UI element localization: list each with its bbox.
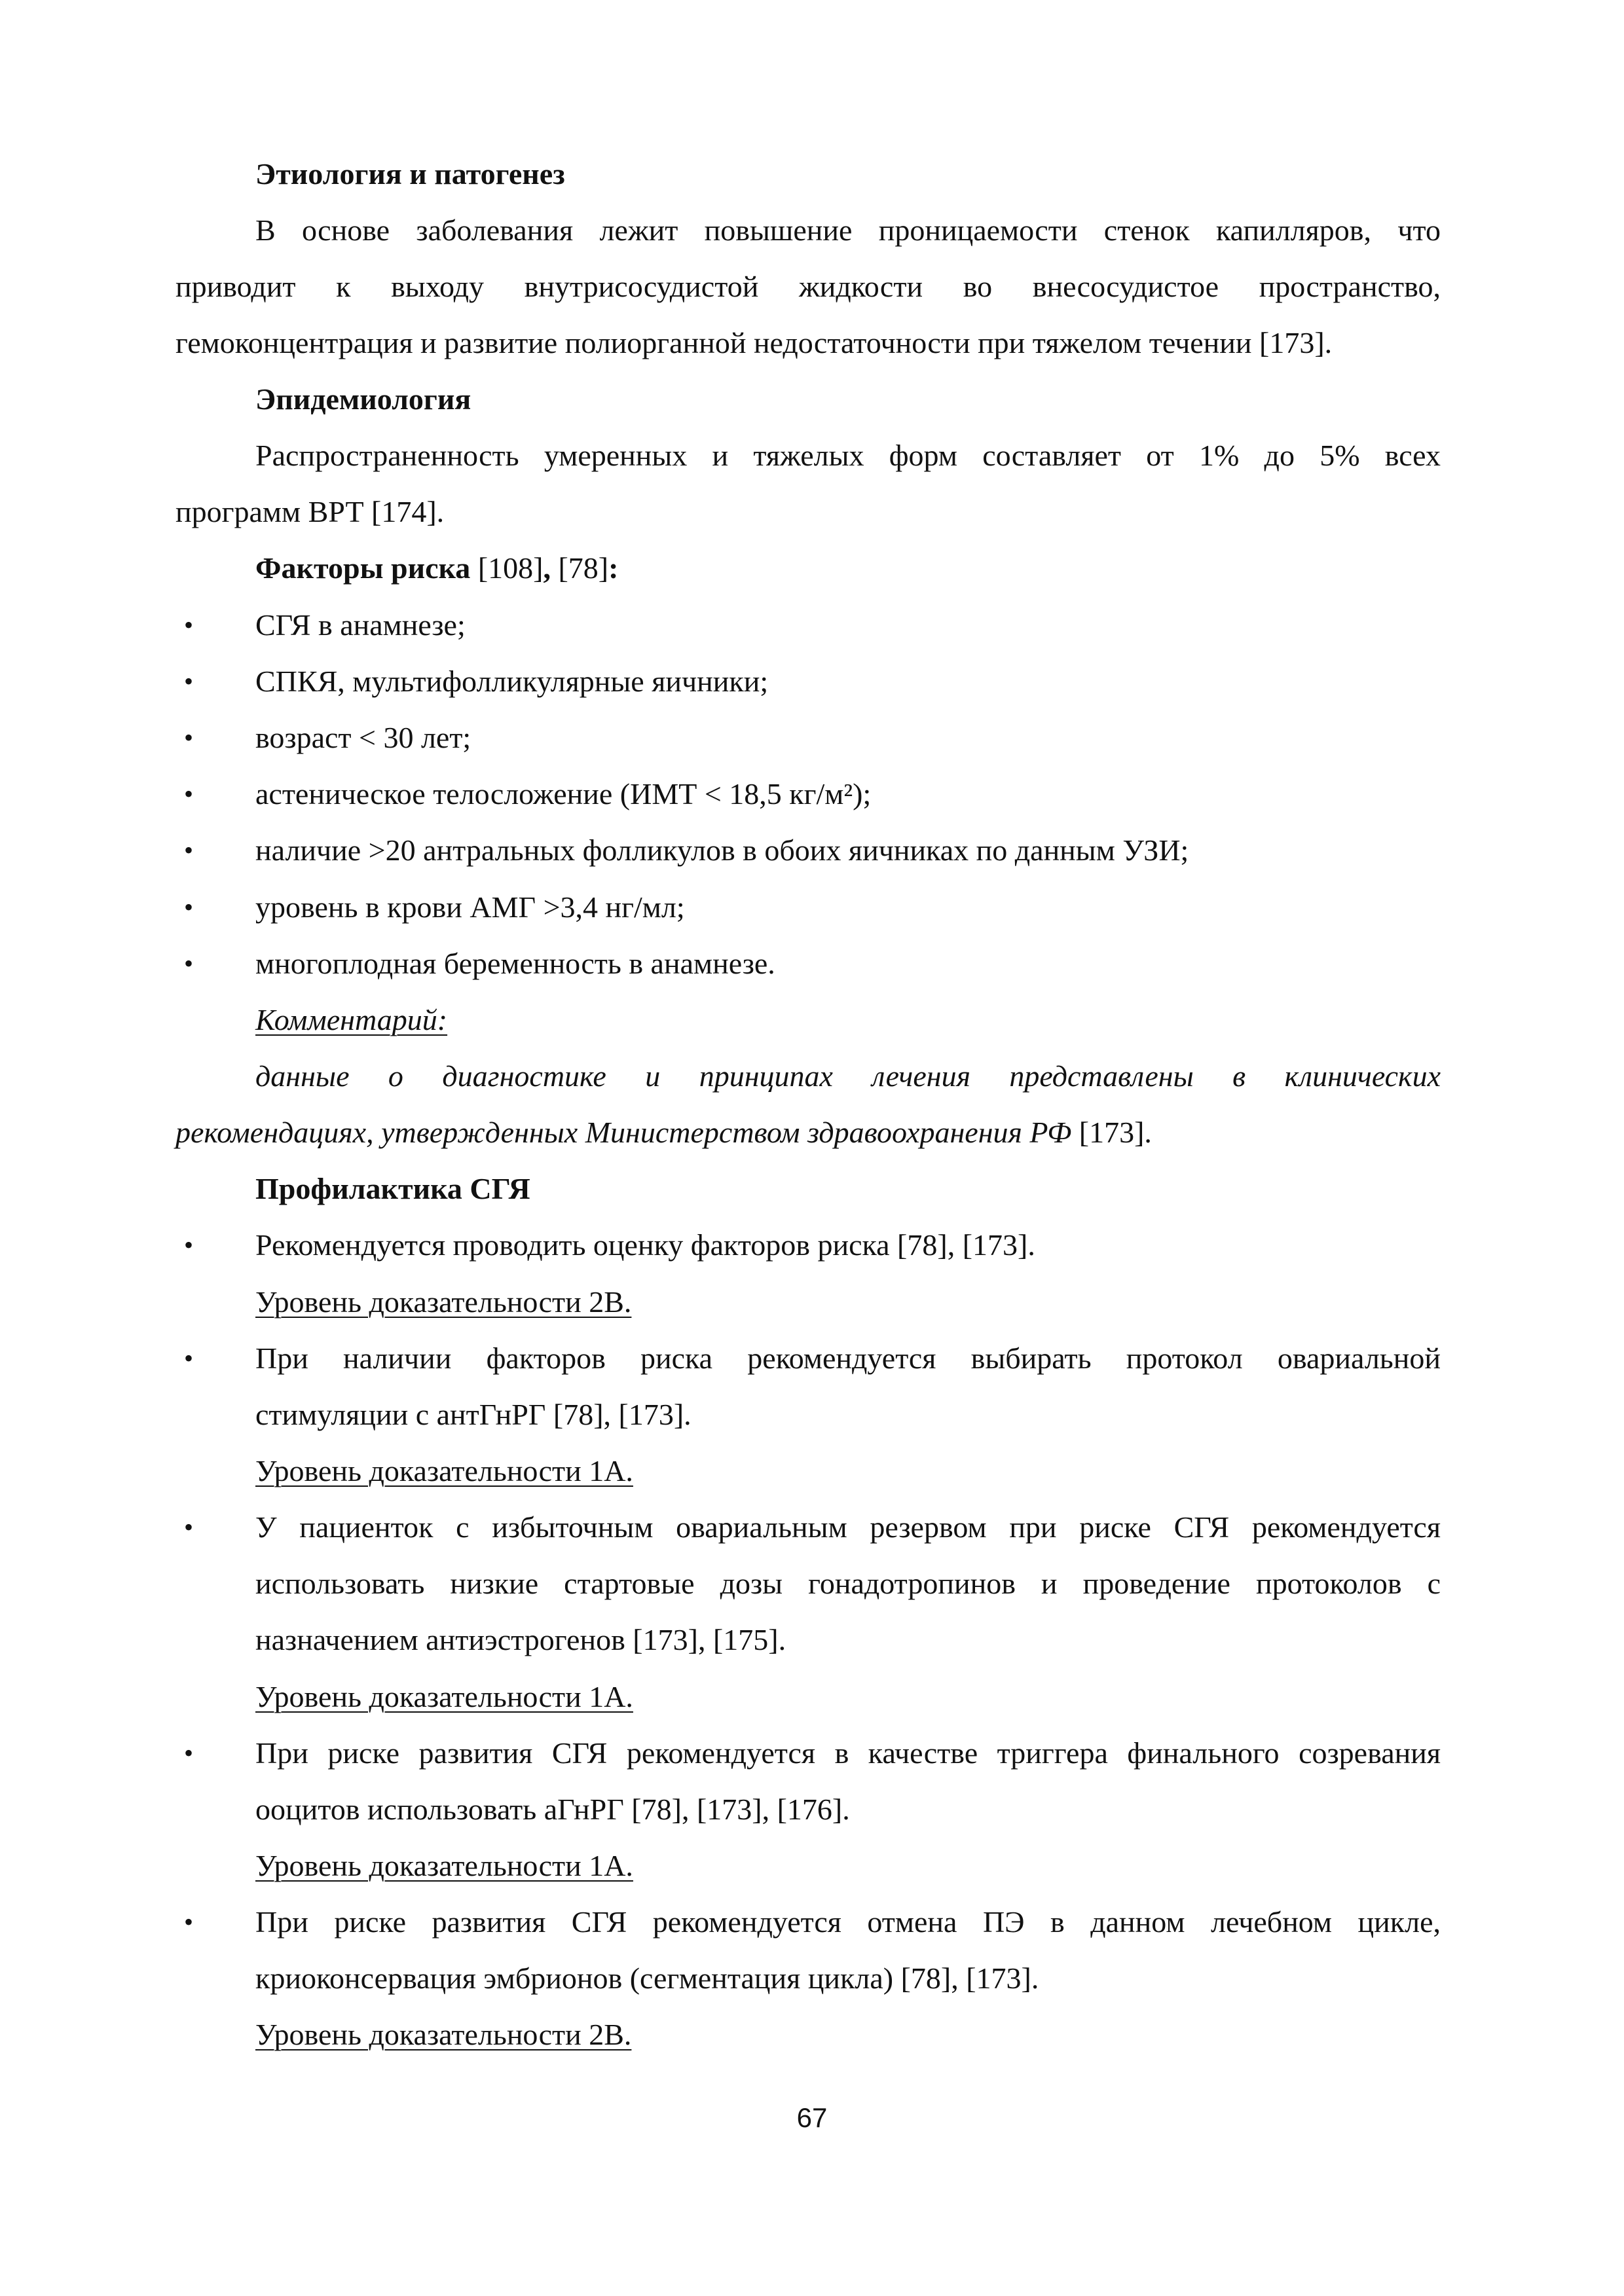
epidemiology-heading: Эпидемиология — [255, 382, 471, 416]
comment-line-1: данные о диагностике и принципах лечения представлены в клинических — [255, 1059, 1441, 1093]
etiology-line-2: приводит к выходу внутрисосудистой жидкости во внесосудистое пространство, — [175, 270, 1441, 303]
risk-factors-heading — [255, 549, 1441, 588]
risk-factor-item: возраст < 30 лет; — [255, 721, 471, 754]
bullet-icon: • — [183, 1907, 193, 1937]
prevention-heading: Профилактика СГЯ — [255, 1172, 530, 1205]
risk-factor-item: СПКЯ, мультифолликулярные яичники; — [255, 665, 769, 698]
evidence-level: Уровень доказательности 1А. — [255, 1849, 633, 1882]
evidence-level: Уровень доказательности 1А. — [255, 1454, 633, 1487]
risk-factors-colon: : — [608, 551, 619, 585]
bullet-icon: • — [183, 779, 193, 809]
epidemiology-line-2: программ ВРТ [174]. — [175, 495, 445, 528]
risk-factors-ref-2: [78] — [550, 551, 609, 585]
etiology-heading: Этиология и патогенез — [255, 157, 565, 191]
bullet-icon: • — [183, 1738, 193, 1768]
bullet-icon: • — [183, 892, 193, 922]
recommendation-line: назначением антиэстрогенов [173], [175]. — [255, 1623, 786, 1656]
risk-factor-item: наличие >20 антральных фолликулов в обоих яичниках по данным УЗИ; — [255, 833, 1189, 867]
risk-factors-ref-1: [108] — [470, 551, 544, 585]
recommendation-line: ооцитов использовать аГнРГ [78], [173], [176]. — [255, 1793, 850, 1826]
recommendation-line: У пациенток с избыточным овариальным резервом при риске СГЯ рекомендуется — [255, 1510, 1441, 1544]
comment-line-2-text: рекомендациях, утвержденных Министерством здравоохранения РФ — [175, 1116, 1072, 1149]
recommendation-line: При риске развития СГЯ рекомендуется в качестве триггера финального созревания — [255, 1736, 1441, 1770]
recommendation-line: криоконсервация эмбрионов (сегментация цикла) [78], [173]. — [255, 1961, 1039, 1995]
bullet-icon: • — [183, 1230, 193, 1260]
recommendation-line: использовать низкие стартовые дозы гонадотропинов и проведение протоколов с — [255, 1567, 1441, 1600]
bullet-icon: • — [183, 610, 193, 640]
risk-factor-item: астеническое телосложение (ИМТ < 18,5 кг/м²); — [255, 777, 872, 811]
risk-factor-item: многоплодная беременность в анамнезе. — [255, 947, 775, 980]
recommendation-line: При риске развития СГЯ рекомендуется отмена ПЭ в данном лечебном цикле, — [255, 1905, 1441, 1939]
recommendation-line: При наличии факторов риска рекомендуется выбирать протокол овариальной — [255, 1341, 1441, 1375]
bullet-icon: • — [183, 1512, 193, 1542]
epidemiology-line-1: Распространенность умеренных и тяжелых форм составляет от 1% до 5% всех — [255, 439, 1441, 472]
evidence-level: Уровень доказательности 2B. — [255, 2018, 632, 2051]
bullet-icon: • — [183, 723, 193, 752]
risk-factor-item: уровень в крови АМГ >3,4 нг/мл; — [255, 890, 685, 924]
evidence-level: Уровень доказательности 1А. — [255, 1680, 633, 1713]
bullet-icon: • — [183, 1343, 193, 1373]
evidence-level: Уровень доказательности 2B. — [255, 1285, 632, 1319]
bullet-icon: • — [183, 835, 193, 865]
bullet-icon: • — [183, 949, 193, 978]
etiology-line-1: В основе заболевания лежит повышение проницаемости стенок капилляров, что — [255, 213, 1441, 247]
etiology-line-3: гемоконцентрация и развитие полиорганной недостаточности при тяжелом течении [173]. — [175, 326, 1333, 359]
risk-factors-separator: , — [543, 551, 551, 585]
comment-line-2 — [175, 1113, 1441, 1152]
bullet-icon: • — [183, 666, 193, 696]
risk-factors-title: Факторы риска — [255, 551, 471, 585]
comment-label: Комментарий: — [255, 1003, 448, 1036]
recommendation-line: стимуляции с антГнРГ [78], [173]. — [255, 1398, 692, 1431]
comment-line-2-ref: [173]. — [1071, 1116, 1152, 1149]
page-number: 67 — [796, 2102, 828, 2133]
recommendation-line: Рекомендуется проводить оценку факторов риска [78], [173]. — [255, 1228, 1035, 1262]
risk-factor-item: СГЯ в анамнезе; — [255, 608, 466, 642]
